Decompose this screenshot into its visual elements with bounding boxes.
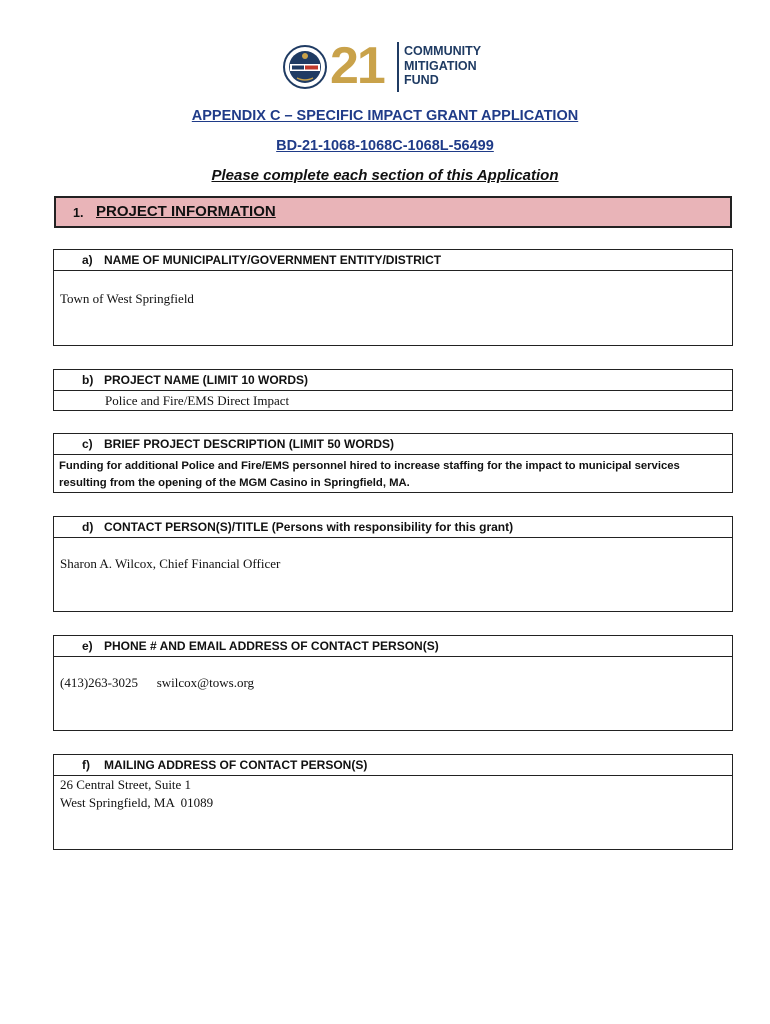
section-number: 1. bbox=[73, 206, 84, 220]
field-label bbox=[54, 434, 732, 455]
field-label-text: BRIEF PROJECT DESCRIPTION (LIMIT 50 WORDS) bbox=[104, 437, 395, 451]
field-project-name bbox=[53, 369, 733, 411]
field-label-text: NAME OF MUNICIPALITY/GOVERNMENT ENTITY/DISTRICT bbox=[104, 253, 442, 267]
address-line: 26 Central Street, Suite 1 bbox=[60, 777, 192, 792]
field-label bbox=[54, 755, 732, 776]
instructions: Please complete each section of this Application bbox=[211, 167, 559, 184]
contact-person-value[interactable]: Sharon A. Wilcox, Chief Financial Officer bbox=[60, 556, 281, 571]
field-letter: b) bbox=[82, 373, 94, 387]
field-letter: d) bbox=[82, 520, 94, 534]
field-label bbox=[54, 517, 732, 538]
field-label bbox=[54, 250, 732, 271]
field-letter: f) bbox=[82, 758, 90, 772]
mass-gaming-seal-icon bbox=[283, 45, 327, 89]
field-project-description bbox=[53, 433, 733, 493]
field-letter: c) bbox=[82, 437, 93, 451]
page-title: APPENDIX C – SPECIFIC IMPACT GRANT APPLICATION bbox=[191, 108, 579, 124]
description-line: Funding for additional Police and Fire/EMS personnel hired to increase staffing for the impact to municipal services bbox=[59, 460, 680, 472]
community-mitigation-fund-logo bbox=[283, 38, 493, 98]
project-name-value[interactable]: Police and Fire/EMS Direct Impact bbox=[105, 393, 290, 408]
field-label bbox=[54, 370, 732, 391]
field-municipality-name bbox=[53, 249, 733, 346]
logo-number: 21 bbox=[330, 37, 384, 95]
logo-word: COMMUNITY bbox=[404, 44, 482, 58]
field-label-text: CONTACT PERSON(S)/TITLE (Persons with responsibility for this grant) bbox=[104, 520, 514, 534]
field-label-text: MAILING ADDRESS OF CONTACT PERSON(S) bbox=[104, 758, 368, 772]
field-label-text: PHONE # AND EMAIL ADDRESS OF CONTACT PERSON(S) bbox=[104, 639, 439, 653]
mailing-address-value[interactable] bbox=[54, 776, 732, 812]
logo-word: MITIGATION bbox=[404, 58, 477, 73]
field-contact-person bbox=[53, 516, 733, 612]
field-letter: a) bbox=[82, 253, 93, 267]
field-mailing-address bbox=[53, 754, 733, 850]
field-label bbox=[54, 636, 732, 657]
field-label-text: PROJECT NAME (LIMIT 10 WORDS) bbox=[104, 373, 309, 387]
address-line: West Springfield, MA 01089 bbox=[60, 795, 214, 810]
application-code: BD-21-1068-1068C-1068L-56499 bbox=[276, 138, 494, 154]
description-line: resulting from the opening of the MGM Casino in Springfield, MA. bbox=[59, 477, 410, 489]
logo-divider bbox=[397, 42, 399, 92]
field-letter: e) bbox=[82, 639, 93, 653]
phone-email-value[interactable]: (413)263-3025 swilcox@tows.org bbox=[60, 675, 255, 690]
logo-word: FUND bbox=[404, 73, 439, 87]
project-description-value[interactable] bbox=[54, 455, 732, 492]
section-header-project-information bbox=[54, 196, 732, 228]
section-title: PROJECT INFORMATION bbox=[96, 203, 276, 220]
logo-words bbox=[404, 44, 481, 88]
field-phone-email bbox=[53, 635, 733, 731]
municipality-value[interactable]: Town of West Springfield bbox=[60, 291, 194, 306]
